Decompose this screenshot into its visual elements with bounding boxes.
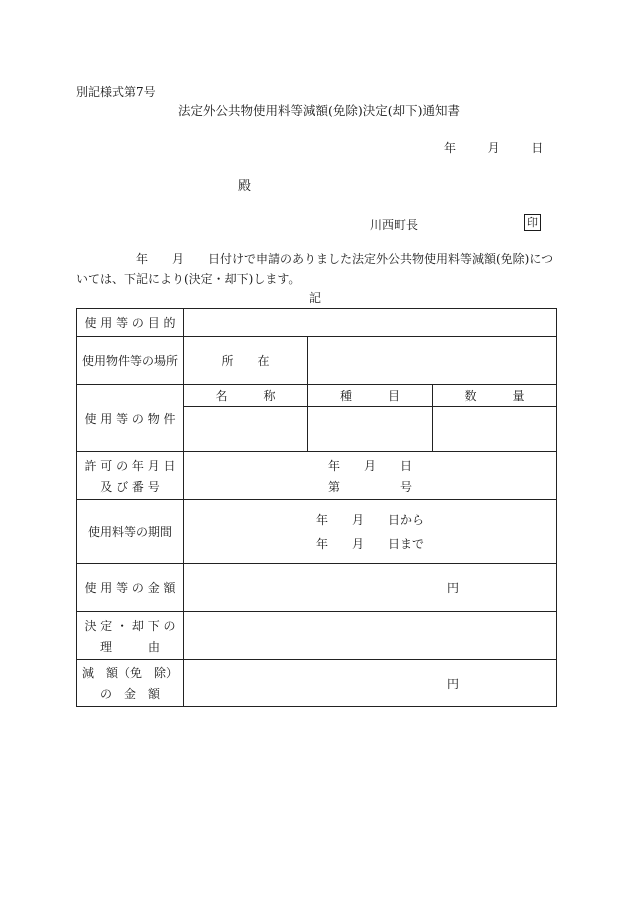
label-reason: 決 定 ・ 却 下 の 理 由 bbox=[84, 618, 176, 654]
permit-date: 年 月 日 bbox=[327, 458, 412, 473]
document-title: 法定外公共物使用料等減額(免除)決定(却下)通知書 bbox=[177, 103, 460, 118]
label-permit: 許 可 の 年 月 日 及 び 番 号 bbox=[84, 458, 176, 494]
body-text-line-2: いては、下記により(決定・却下)します。 bbox=[76, 272, 301, 286]
col-header-quantity: 数 量 bbox=[464, 389, 525, 403]
body-text-line-1: 年 月 日付けで申請のありました法定外公共物使用料等減額(免除)につ bbox=[136, 252, 554, 266]
field-permit bbox=[184, 452, 556, 499]
date-line bbox=[444, 142, 543, 154]
label-purpose: 使 用 等 の 目 的 bbox=[84, 316, 176, 330]
label-reduction-amount: 減 額（免 除） の 金 額 bbox=[81, 666, 178, 701]
field-purpose bbox=[184, 309, 556, 336]
notification-form-table bbox=[76, 308, 557, 707]
col-header-type: 種 目 bbox=[339, 389, 400, 403]
issuer-name: 川西町長 bbox=[370, 218, 419, 232]
field-period bbox=[184, 500, 556, 563]
addressee-suffix: 殿 bbox=[238, 179, 252, 194]
col-header-name: 名 称 bbox=[215, 389, 276, 403]
label-period: 使用料等の期間 bbox=[87, 525, 172, 539]
label-location: 使用物件等の場所 bbox=[81, 354, 178, 368]
period-to: 年 月 日まで bbox=[315, 537, 424, 551]
date-day: 日 bbox=[531, 141, 544, 155]
date-year: 年 bbox=[444, 141, 457, 155]
label-location-sub: 所 在 bbox=[221, 354, 270, 368]
label-amount: 使 用 等 の 金 額 bbox=[84, 581, 176, 595]
label-property: 使 用 等 の 物 件 bbox=[84, 411, 176, 426]
permit-number: 第 号 bbox=[327, 479, 412, 494]
period-from: 年 月 日から bbox=[315, 513, 424, 527]
field-location bbox=[308, 337, 556, 384]
seal-mark: 印 bbox=[524, 214, 541, 231]
ki-marker: 記 bbox=[308, 291, 321, 305]
date-month: 月 bbox=[487, 141, 500, 155]
amount-yen: 円 bbox=[447, 581, 460, 595]
form-id: 別記様式第7号 bbox=[76, 85, 156, 99]
field-reason bbox=[184, 612, 556, 659]
reduction-yen: 円 bbox=[447, 676, 460, 691]
